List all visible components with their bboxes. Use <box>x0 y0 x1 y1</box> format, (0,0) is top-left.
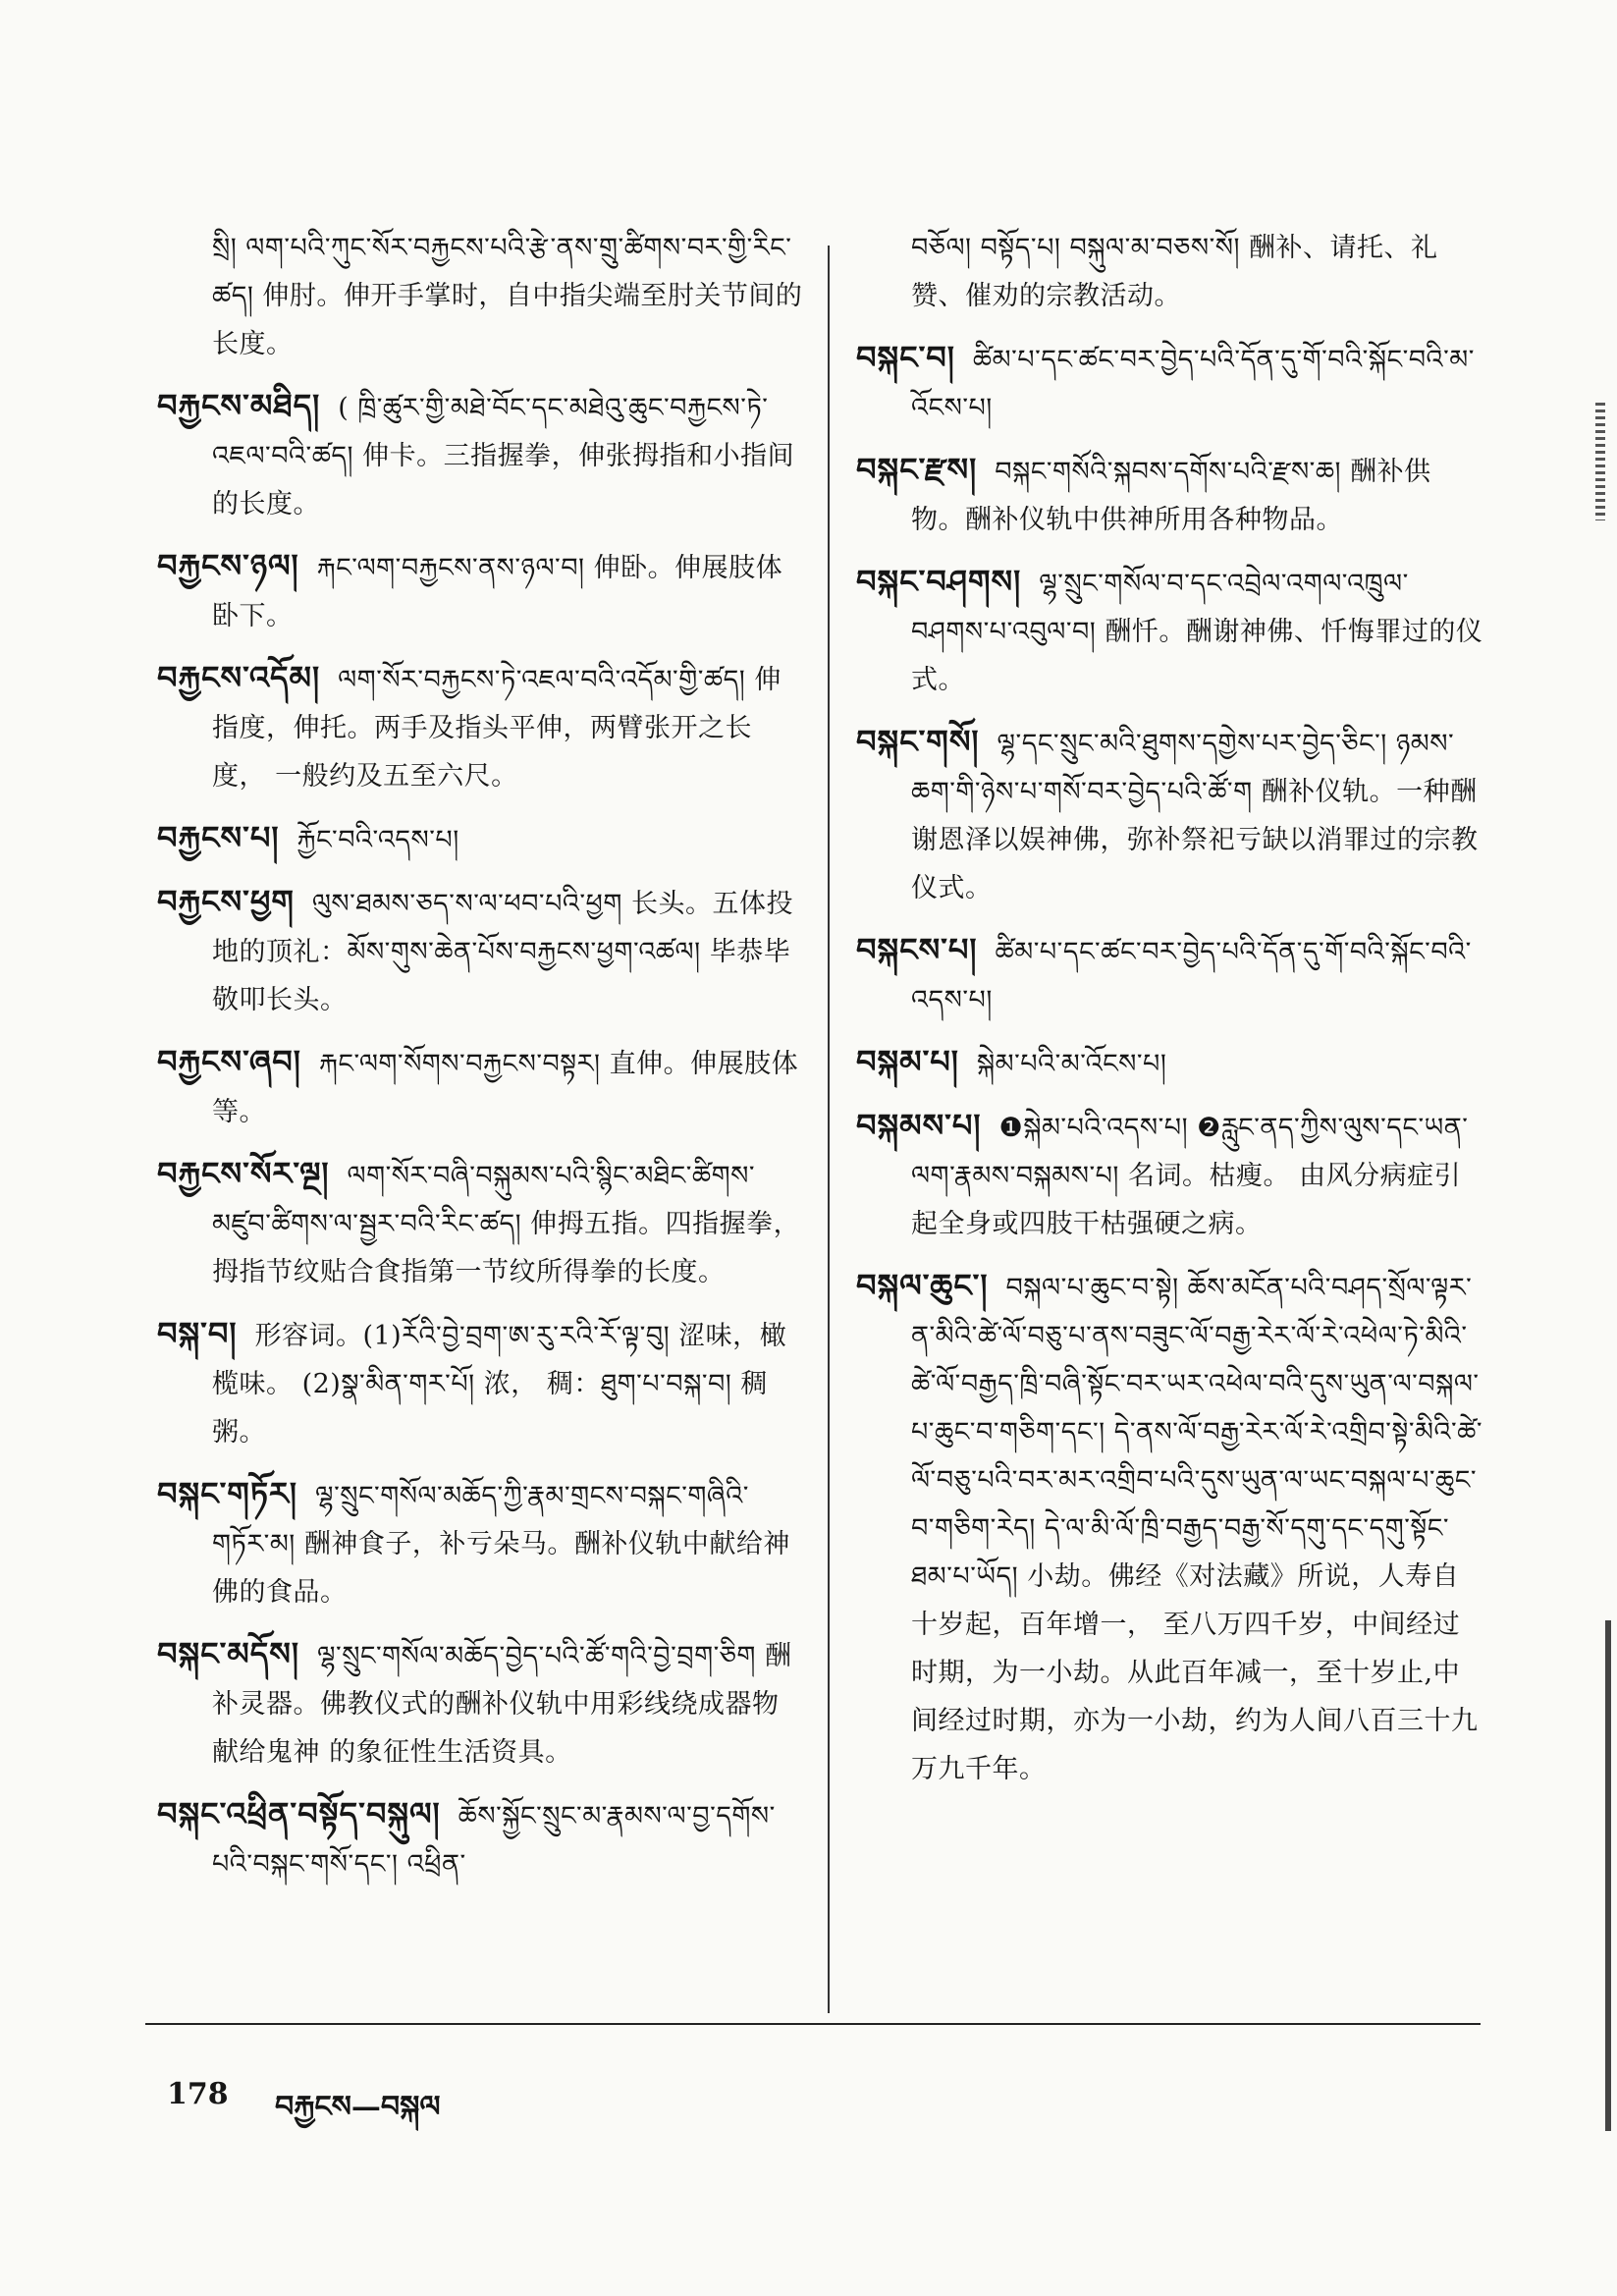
column-divider <box>828 246 830 2013</box>
entry-definition: ཚིམ་པ་དང་ཚང་བར་བྱེད་པའི་དོན་དུ་གོ་བའི་སྐོང་བའི་མ་འོངས་པ། <box>911 345 1475 423</box>
dictionary-entry <box>856 558 1484 704</box>
entry-definition: 形容词。(1)རོའི་བྱེ་བྲག་ཨ་རུ་རའི་རོ་ལྟ་བུ། 涩味，橄榄味。 (2)སྣ་མིན་གར་པོ། 浓， 稠：ཐུག་པ་བསྐ་བ། 稠粥。 <box>212 1321 787 1448</box>
entry-headword: བསྐམ་པ། <box>856 1043 959 1080</box>
dictionary-entry <box>157 1038 805 1136</box>
entry-definition: རྐང་ལག་སོགས་བརྐྱངས་བསྟར། 直伸。伸展肢体等。 <box>212 1049 799 1127</box>
dictionary-entry <box>157 382 805 528</box>
entry-headword: བརྐྱངས་སོར་ལྔ། <box>157 1155 330 1192</box>
dictionary-entry <box>157 814 805 864</box>
dictionary-entry <box>157 1150 805 1296</box>
dictionary-entry <box>157 878 805 1024</box>
dictionary-entry <box>157 654 805 800</box>
running-head: བརྐྱངས—བསྐལ <box>275 2090 441 2124</box>
dictionary-entry <box>856 1262 1484 1793</box>
dictionary-entry <box>157 1630 805 1777</box>
entry-headword: བརྐྱངས་མཐིད། <box>157 387 321 424</box>
entry-definition: ལྷ་སྲུང་གསོལ་མཆོད་བྱེད་པའི་ཚོ་གའི་བྱེ་བྲག་ཅིག 酬补灵器。佛教仪式的酬补仪轨中用彩线绕成器物献给鬼神 的象征性生活资具。 <box>212 1641 792 1768</box>
entry-definition: ཚིམ་པ་དང་ཚང་བར་བྱེད་པའི་དོན་དུ་གོ་བའི་སྐོང་བའི་འདས་པ། <box>911 937 1472 1015</box>
footer-rule <box>145 2023 1481 2025</box>
entry-headword: བསྐང་གསོ། <box>856 723 980 760</box>
dictionary-entry <box>856 334 1484 432</box>
entry-definition: བཅོལ། བསྟོད་པ། བསྐུལ་མ་བཅས་སོ། 酬补、请托、礼赞、催劝的宗教活动。 <box>911 233 1438 311</box>
entry-definition: ❶སྐེམ་པའི་འདས་པ། ❷རླུང་ནད་ཀྱིས་ལུས་དང་ཡན་ལག་རྣམས་བསྐམས་པ། 名词。枯瘦。 由风分病症引起全身或四肢干枯强硬之病。 <box>911 1113 1469 1239</box>
page-number: 178 <box>167 2077 229 2111</box>
entry-definition: ཆོས་སྐྱོང་སྲུང་མ་རྣམས་ལ་བྱ་དགོས་པའི་བསྐང་གསོ་དང་། འཕྲིན་ <box>212 1801 776 1880</box>
dictionary-entry <box>157 1470 805 1616</box>
entry-definition: ལྷ་སྲུང་གསོལ་མཆོད་ཀྱི་རྣམ་གྲངས་བསྐང་གཞིའི་གཏོར་མ། 酬神食子，补亏朵马。酬补仪轨中献给神佛的食品。 <box>212 1481 790 1608</box>
entry-headword: བསྐམས་པ། <box>856 1107 982 1144</box>
dictionary-entry <box>856 224 1484 320</box>
entry-headword: བསྐང་གཏོར། <box>157 1475 298 1512</box>
entry-headword: བསྐང་རྫས། <box>856 451 978 488</box>
scan-edge-mark <box>1595 403 1605 520</box>
entry-headword: བསྐངས་པ། <box>856 931 978 968</box>
entry-headword: བརྐྱངས་པ། <box>157 819 280 856</box>
dictionary-entry <box>157 1310 805 1456</box>
entry-headword: བསྐ་བ། <box>157 1315 238 1352</box>
dictionary-entry <box>856 718 1484 912</box>
right-column <box>856 224 1484 1807</box>
entry-definition: བསྐང་གསོའི་སྐབས་དགོས་པའི་རྫས་ཆ། 酬补供物。酬补仪轨中供神所用各种物品。 <box>911 457 1431 535</box>
dictionary-entry <box>856 926 1484 1024</box>
entry-definition: བསྐལ་པ་ཆུང་བ་སྟེ། ཆོས་མངོན་པའི་བཤད་སྲོལ་ལྟར་ན་མིའི་ཚེ་ལོ་བཅུ་པ་ནས་བཟུང་ལོ་བརྒྱ་རེར་ལོ་རེ་འཕེལ་ཏེ་མིའི་ཚེ་ལོ་བརྒྱད་ཁྲི་བཞི་སྟོང་བར་ཡར་འཕེལ་བའི་དུས་ཡུན་ལ་བསྐལ་པ་ཆུང་བ་གཅིག་དང་། དེ་ནས་ལོ་བརྒྱ་རེར་ལོ་རེ་འགྲིབ་སྟེ་མིའི་ཚེ་ལོ་བཅུ་པའི་བར་མར་འགྲིབ་པའི་དུས་ཡུན་ལ་ཡང་བསྐལ་པ་ཆུང་བ་གཅིག་རེད། དེ་ལ་མི་ལོ་ཁྲི་བརྒྱད་བརྒྱ་སོ་དགུ་དང་དགུ་སྟོང་ཐམ་པ་ཡོད། 小劫。佛经《对法藏》所说，人寿自十岁起，百年增一， 至八万四千岁，中间经过时期，为一小劫。从此百年减一，至十岁止,中间经过时期，亦为一小劫，约为人间八百三十九万九千年。 <box>911 1273 1483 1784</box>
left-column <box>157 224 805 1902</box>
entry-definition: ལག་སོར་བཞི་བསྐུམས་པའི་སྙིང་མཐིང་ཚིགས་མཛུབ་ཚིགས་ལ་སྦྱར་བའི་རིང་ཚད། 伸拇五指。四指握拳，拇指节纹贴合食指第一节纹所得拳的长度。 <box>212 1161 801 1287</box>
entry-headword: བརྐྱངས་ཕྱག <box>157 883 295 920</box>
entry-definition: ལྷ་སྲུང་གསོལ་བ་དང་འབྲེལ་འགལ་འཁྲུལ་བཤགས་པ་འབུལ་བ། 酬忏。酬谢神佛、忏悔罪过的仪式。 <box>911 569 1483 695</box>
entry-headword: བསྐང་བ། <box>856 339 955 376</box>
entry-definition: རྐང་ལག་བརྐྱངས་ནས་ཉལ་བ། 伸卧。伸展肢体卧下。 <box>212 553 783 631</box>
entry-definition: ( ཁྲི་ཚུར་གྱི་མཐེ་བོང་དང་མཐེའུ་ཆུང་བརྐྱངས་ཏེ་འཇལ་བའི་ཚད། 伸卡。三指握拳，伸张拇指和小指间的长度。 <box>212 393 795 519</box>
entry-headword: བསྐང་འཕྲིན་བསྟོད་བསྐུལ། <box>157 1795 441 1832</box>
dictionary-entry <box>157 224 805 368</box>
entry-definition: ལྷ་དང་སྲུང་མའི་ཐུགས་དགྱེས་པར་བྱེད་ཅིང་། ཉམས་ཆག་གི་ཉེས་པ་གསོ་བར་བྱེད་པའི་ཚོ་ག 酬补仪轨。一种酬谢恩泽以娱神佛，弥补祭祀亏缺以消罪过的宗教仪式。 <box>911 729 1479 903</box>
entry-definition: སྲི། ལག་པའི་ཀུང་སོར་བརྐྱངས་པའི་རྩེ་ནས་གྲུ་ཚིགས་བར་གྱི་རིང་ཚད། 伸肘。伸开手掌时，自中指尖端至肘关节间的长度。 <box>212 233 803 359</box>
dictionary-entry <box>856 1038 1484 1088</box>
entry-headword: བསྐང་མདོས། <box>157 1635 299 1672</box>
entry-definition: ལུས་ཐམས་ཅད་ས་ལ་ཕབ་པའི་ཕྱག 长头。五体投地的顶礼：མོས་གུས་ཆེན་པོས་བརྐྱངས་ཕྱག་འཚལ། 毕恭毕敬叩长头。 <box>212 889 793 1015</box>
entry-definition: རྐྱོང་བའི་འདས་པ། <box>296 825 459 855</box>
entry-definition: ལག་སོར་བརྐྱངས་ཏེ་འཇལ་བའི་འདོམ་གྱི་ཚད། 伸指度，伸托。两手及指头平伸，两臂张开之长度， 一般约及五至六尺。 <box>212 665 782 792</box>
dictionary-entry <box>856 1102 1484 1248</box>
dictionary-entry <box>856 446 1484 544</box>
entry-headword: བསྐལ་ཆུང་། <box>856 1267 989 1304</box>
dictionary-entry <box>157 1790 805 1888</box>
entry-headword: བརྐྱངས་ཉལ། <box>157 547 299 584</box>
entry-headword: བརྐྱངས་འདོམ། <box>157 659 321 696</box>
dictionary-entry <box>157 542 805 640</box>
entry-definition: སྐེམ་པའི་མ་འོངས་པ། <box>976 1049 1167 1079</box>
scan-edge-bar <box>1605 1620 1611 2131</box>
entry-headword: བསྐང་བཤགས། <box>856 563 1022 600</box>
entry-headword: བརྐྱངས་ཞབ། <box>157 1043 301 1080</box>
